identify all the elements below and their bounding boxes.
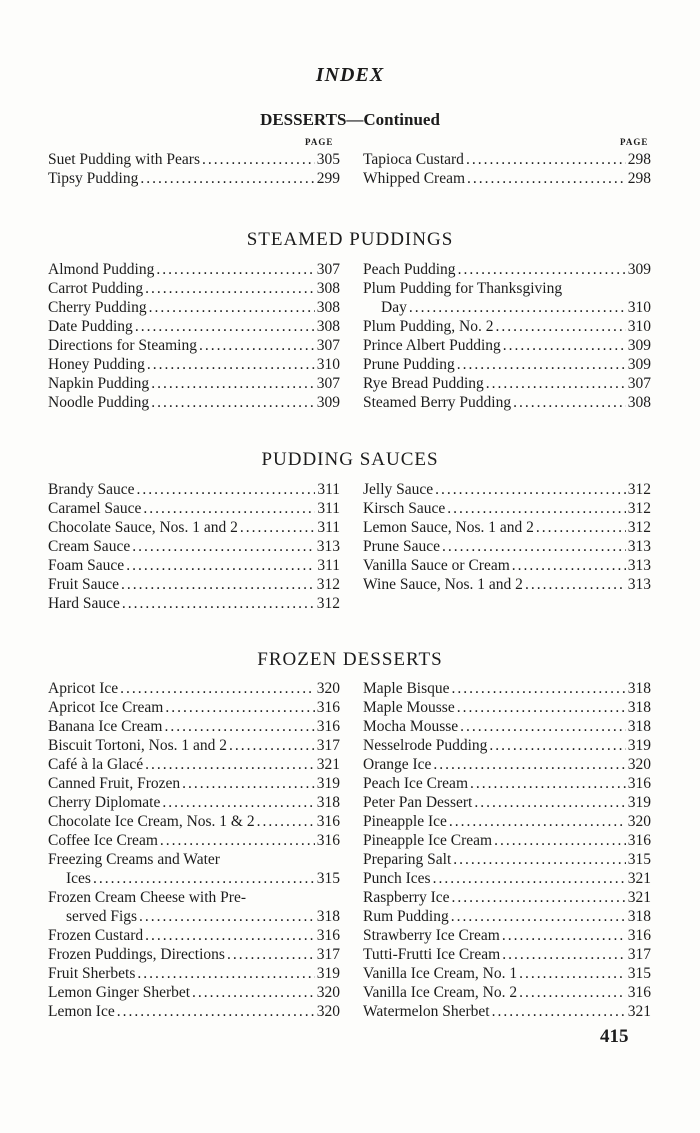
- entry-page: 321: [316, 756, 340, 773]
- index-entry: [48, 556, 340, 575]
- index-entry: [48, 983, 340, 1002]
- entry-page: 312: [316, 576, 340, 593]
- leader-dots: [536, 518, 626, 537]
- entry-page: 321: [627, 870, 651, 887]
- entry-page: 320: [627, 756, 651, 773]
- entry-page: 307: [316, 375, 340, 392]
- entry-page: 312: [627, 519, 651, 536]
- index-entry: [363, 869, 651, 888]
- index-entry: [363, 736, 651, 755]
- entry-name: Hard Sauce: [48, 595, 120, 612]
- index-entry: [363, 480, 651, 499]
- leader-dots: [435, 480, 626, 499]
- index-entry: [363, 499, 651, 518]
- index-entry: [363, 537, 651, 556]
- entry-page: 316: [627, 984, 651, 1001]
- index-entry: [363, 575, 651, 594]
- entry-name: Maple Bisque: [363, 680, 450, 697]
- index-entry: [48, 169, 340, 188]
- entry-page: 307: [627, 375, 651, 392]
- entry-name: Tapioca Custard: [363, 151, 464, 168]
- entry-page: 309: [316, 394, 340, 411]
- leader-dots: [458, 260, 626, 279]
- entry-name: Café à la Glacé: [48, 756, 144, 773]
- leader-dots: [502, 926, 626, 945]
- index-entry: [48, 812, 340, 831]
- entry-name: Honey Pudding: [48, 356, 145, 373]
- pudding-sauces-right-column: [363, 480, 651, 594]
- index-entry: [48, 374, 340, 393]
- entry-name: Vanilla Ice Cream, No. 1: [363, 965, 518, 982]
- index-entry: [363, 888, 651, 907]
- leader-dots: [151, 374, 315, 393]
- entry-page: 313: [627, 576, 651, 593]
- entry-name: Peach Ice Cream: [363, 775, 468, 792]
- entry-name: Rum Pudding: [363, 908, 449, 925]
- index-entry: [48, 774, 340, 793]
- entry-page: 315: [627, 965, 651, 982]
- entry-page: 307: [316, 261, 340, 278]
- leader-dots: [165, 698, 314, 717]
- leader-dots: [162, 793, 314, 812]
- index-entry: [48, 945, 340, 964]
- index-entry: [363, 983, 651, 1002]
- leader-dots: [460, 717, 626, 736]
- entry-name: Vanilla Ice Cream, No. 2: [363, 984, 518, 1001]
- leader-dots: [433, 755, 625, 774]
- leader-dots: [257, 812, 315, 831]
- entry-name: Rye Bread Pudding: [363, 375, 484, 392]
- entry-page: 313: [627, 538, 651, 555]
- entry-name: Tutti-Frutti Ice Cream: [363, 946, 501, 963]
- section-subtitle: DESSERTS—Continued: [260, 110, 440, 129]
- entry-name: Orange Ice: [363, 756, 432, 773]
- entry-name: Day: [381, 299, 407, 316]
- leader-dots: [519, 964, 626, 983]
- entry-page: 316: [316, 718, 340, 735]
- leader-dots: [525, 575, 626, 594]
- entry-name: Apricot Ice Cream: [48, 699, 164, 716]
- entry-name: Punch Ices: [363, 870, 431, 887]
- index-entry: [48, 907, 340, 926]
- entry-name: Pineapple Ice: [363, 813, 447, 830]
- index-entry: [363, 945, 651, 964]
- entry-page: 305: [316, 151, 340, 168]
- index-entry: [48, 480, 340, 499]
- index-entry: [48, 1002, 340, 1021]
- entry-name: Whipped Cream: [363, 170, 466, 187]
- index-entry: [48, 317, 340, 336]
- entry-name: Wine Sauce, Nos. 1 and 2: [363, 576, 523, 593]
- entry-name: Directions for Steaming: [48, 337, 197, 354]
- entry-page: 320: [316, 680, 340, 697]
- index-entry: [363, 907, 651, 926]
- entry-page: 316: [316, 699, 340, 716]
- index-entry: [363, 393, 651, 412]
- entry-page: 321: [627, 1003, 651, 1020]
- pudding-sauces-left-column: [48, 480, 340, 613]
- entry-page: 299: [316, 170, 340, 187]
- leader-dots: [151, 393, 315, 412]
- entry-page: 318: [627, 718, 651, 735]
- index-entry: [48, 518, 340, 537]
- pudding-sauces-heading: PUDDING SAUCES: [261, 449, 439, 470]
- entry-page: 315: [316, 870, 340, 887]
- page-number: 415: [600, 1026, 629, 1047]
- entry-name: Frozen Cream Cheese with Pre-: [48, 889, 246, 906]
- leader-dots: [149, 298, 315, 317]
- leader-dots: [486, 374, 626, 393]
- index-entry: [48, 575, 340, 594]
- entry-name: Date Pudding: [48, 318, 133, 335]
- leader-dots: [502, 945, 626, 964]
- leader-dots: [145, 279, 315, 298]
- index-entry: [48, 594, 340, 613]
- leader-dots: [240, 518, 315, 537]
- leader-dots: [513, 393, 626, 412]
- entry-name: Prune Pudding: [363, 356, 455, 373]
- entry-name: Caramel Sauce: [48, 500, 142, 517]
- index-entry: [363, 831, 651, 850]
- leader-dots: [137, 964, 314, 983]
- leader-dots: [199, 336, 315, 355]
- index-entry: [363, 850, 651, 869]
- entry-name: Watermelon Sherbet: [363, 1003, 490, 1020]
- leader-dots: [447, 499, 626, 518]
- entry-name: Raspberry Ice: [363, 889, 450, 906]
- entry-name: Prune Sauce: [363, 538, 441, 555]
- entry-name: Frozen Puddings, Directions: [48, 946, 225, 963]
- entry-name: Foam Sauce: [48, 557, 125, 574]
- entry-page: 312: [627, 500, 651, 517]
- entry-page: 308: [316, 318, 340, 335]
- index-entry: [48, 869, 340, 888]
- leader-dots: [433, 869, 626, 888]
- entry-page: 317: [627, 946, 651, 963]
- leader-dots: [147, 355, 315, 374]
- index-entry: [363, 964, 651, 983]
- leader-dots: [442, 537, 626, 556]
- entry-page: 319: [627, 737, 651, 754]
- index-entry: [48, 717, 340, 736]
- index-entry: [48, 393, 340, 412]
- entry-name: Plum Pudding, No. 2: [363, 318, 494, 335]
- leader-dots: [470, 774, 626, 793]
- leader-dots: [182, 774, 315, 793]
- index-entry: [363, 336, 651, 355]
- entry-name: Cherry Pudding: [48, 299, 147, 316]
- leader-dots: [117, 1002, 315, 1021]
- entry-name: Vanilla Sauce or Cream: [363, 557, 510, 574]
- entry-page: 313: [316, 538, 340, 555]
- frozen-desserts-heading: FROZEN DESSERTS: [257, 649, 443, 670]
- entry-name: Jelly Sauce: [363, 481, 434, 498]
- entry-page: 318: [627, 680, 651, 697]
- index-entry: [48, 537, 340, 556]
- leader-dots: [143, 499, 315, 518]
- entry-page: 318: [627, 908, 651, 925]
- entry-name: Carrot Pudding: [48, 280, 144, 297]
- leader-dots: [202, 150, 315, 169]
- entry-page: 308: [316, 299, 340, 316]
- leader-dots: [495, 317, 625, 336]
- entry-page: 316: [627, 927, 651, 944]
- leader-dots: [122, 594, 315, 613]
- page-column-label-right: PAGE: [620, 137, 649, 147]
- entry-name: Noodle Pudding: [48, 394, 150, 411]
- entry-page: 311: [317, 519, 340, 536]
- index-entry: [48, 679, 340, 698]
- leader-dots: [93, 869, 315, 888]
- entry-name: Preparing Salt: [363, 851, 452, 868]
- index-entry: [363, 260, 651, 279]
- index-entry: [363, 793, 651, 812]
- index-entry: [48, 926, 340, 945]
- entry-page: 316: [316, 832, 340, 849]
- entry-name: Prince Albert Pudding: [363, 337, 501, 354]
- desserts-left-column: [48, 150, 340, 188]
- entry-page: 318: [316, 908, 340, 925]
- leader-dots: [135, 317, 315, 336]
- entry-name: Plum Pudding for Thanksgiving: [363, 280, 563, 297]
- index-entry: [48, 964, 340, 983]
- leader-dots: [512, 556, 626, 575]
- entry-name: Biscuit Tortoni, Nos. 1 and 2: [48, 737, 228, 754]
- index-entry: [363, 374, 651, 393]
- leader-dots: [137, 480, 316, 499]
- leader-dots: [227, 945, 315, 964]
- leader-dots: [139, 907, 315, 926]
- leader-dots: [145, 755, 315, 774]
- entry-name: Strawberry Ice Cream: [363, 927, 500, 944]
- entry-page: 316: [627, 775, 651, 792]
- leader-dots: [519, 983, 626, 1002]
- entry-page: 308: [316, 280, 340, 297]
- leader-dots: [449, 812, 626, 831]
- index-entry: [48, 793, 340, 812]
- index-entry: [48, 355, 340, 374]
- steamed-puddings-left-column: [48, 260, 340, 412]
- leader-dots: [466, 150, 626, 169]
- index-entry: [48, 755, 340, 774]
- entry-page: 311: [317, 557, 340, 574]
- leader-dots: [457, 698, 626, 717]
- entry-name: Lemon Sauce, Nos. 1 and 2: [363, 519, 534, 536]
- index-entry: [48, 850, 340, 869]
- entry-page: 310: [316, 356, 340, 373]
- entry-name: Suet Pudding with Pears: [48, 151, 200, 168]
- leader-dots: [452, 888, 626, 907]
- entry-page: 317: [316, 946, 340, 963]
- index-entry: [363, 355, 651, 374]
- entry-name: Pineapple Ice Cream: [363, 832, 493, 849]
- index-entry: [48, 736, 340, 755]
- entry-page: 311: [317, 481, 340, 498]
- entry-name: Fruit Sauce: [48, 576, 120, 593]
- index-entry: [363, 317, 651, 336]
- entry-name: Almond Pudding: [48, 261, 155, 278]
- leader-dots: [451, 907, 626, 926]
- index-entry: [48, 336, 340, 355]
- entry-name: Canned Fruit, Frozen: [48, 775, 181, 792]
- leader-dots: [192, 983, 315, 1002]
- entry-page: 316: [316, 813, 340, 830]
- entry-name: Chocolate Ice Cream, Nos. 1 & 2: [48, 813, 255, 830]
- index-entry: [363, 1002, 651, 1021]
- entry-page: 321: [627, 889, 651, 906]
- entry-name: Coffee Ice Cream: [48, 832, 158, 849]
- index-entry: [363, 150, 651, 169]
- entry-page: 318: [316, 794, 340, 811]
- entry-name: Frozen Custard: [48, 927, 144, 944]
- entry-name: Steamed Berry Pudding: [363, 394, 512, 411]
- entry-name: Napkin Pudding: [48, 375, 150, 392]
- index-entry: [363, 556, 651, 575]
- entry-name: Lemon Ice: [48, 1003, 115, 1020]
- entry-page: 308: [627, 394, 651, 411]
- index-entry: [48, 831, 340, 850]
- entry-page: 313: [627, 557, 651, 574]
- entry-name: Ices: [66, 870, 91, 887]
- index-entry: [48, 499, 340, 518]
- leader-dots: [132, 537, 315, 556]
- index-entry: [363, 298, 651, 317]
- entry-name: Cream Sauce: [48, 538, 131, 555]
- steamed-puddings-right-column: [363, 260, 651, 412]
- index-entry: [363, 698, 651, 717]
- entry-page: 312: [316, 595, 340, 612]
- entry-page: 315: [627, 851, 651, 868]
- desserts-right-column: [363, 150, 651, 188]
- entry-name: Apricot Ice: [48, 680, 119, 697]
- entry-page: 318: [627, 699, 651, 716]
- leader-dots: [156, 260, 314, 279]
- index-entry: [363, 755, 651, 774]
- entry-name: Tipsy Pudding: [48, 170, 139, 187]
- entry-page: 309: [627, 337, 651, 354]
- entry-page: 298: [627, 151, 651, 168]
- entry-name: Mocha Mousse: [363, 718, 459, 735]
- entry-page: 310: [627, 299, 651, 316]
- entry-page: 309: [627, 261, 651, 278]
- index-entry: [363, 169, 651, 188]
- entry-page: 307: [316, 337, 340, 354]
- index-entry: [363, 279, 651, 298]
- entry-page: 320: [316, 984, 340, 1001]
- index-entry: [363, 774, 651, 793]
- entry-page: 319: [316, 775, 340, 792]
- entry-name: Cherry Diplomate: [48, 794, 161, 811]
- index-entry: [48, 150, 340, 169]
- page-column-label-left: PAGE: [305, 137, 334, 147]
- leader-dots: [409, 298, 626, 317]
- index-entry: [48, 298, 340, 317]
- leader-dots: [474, 793, 625, 812]
- entry-page: 319: [627, 794, 651, 811]
- entry-page: 309: [627, 356, 651, 373]
- entry-page: 319: [316, 965, 340, 982]
- index-entry: [363, 812, 651, 831]
- leader-dots: [160, 831, 315, 850]
- leader-dots: [126, 556, 315, 575]
- leader-dots: [229, 736, 315, 755]
- entry-name: Fruit Sherbets: [48, 965, 136, 982]
- entry-name: Maple Mousse: [363, 699, 455, 716]
- leader-dots: [120, 679, 315, 698]
- entry-name: Chocolate Sauce, Nos. 1 and 2: [48, 519, 238, 536]
- leader-dots: [145, 926, 315, 945]
- entry-page: 298: [627, 170, 651, 187]
- entry-name: Peter Pan Dessert: [363, 794, 473, 811]
- entry-name: Banana Ice Cream: [48, 718, 163, 735]
- index-entry: [363, 926, 651, 945]
- entry-name: Peach Pudding: [363, 261, 456, 278]
- entry-page: 320: [627, 813, 651, 830]
- entry-page: 317: [316, 737, 340, 754]
- entry-page: 312: [627, 481, 651, 498]
- leader-dots: [121, 575, 315, 594]
- leader-dots: [494, 831, 626, 850]
- leader-dots: [492, 1002, 626, 1021]
- entry-name: Freezing Creams and Water: [48, 851, 220, 868]
- frozen-desserts-right-column: [363, 679, 651, 1021]
- leader-dots: [453, 850, 626, 869]
- index-entry: [48, 279, 340, 298]
- entry-name: Kirsch Sauce: [363, 500, 446, 517]
- entry-name: Lemon Ginger Sherbet: [48, 984, 191, 1001]
- page-title: INDEX: [315, 64, 385, 86]
- entry-name: Nesselrode Pudding: [363, 737, 488, 754]
- entry-page: 320: [316, 1003, 340, 1020]
- leader-dots: [489, 736, 625, 755]
- entry-name: served Figs: [66, 908, 138, 925]
- frozen-desserts-left-column: [48, 679, 340, 1021]
- entry-page: 310: [627, 318, 651, 335]
- entry-page: 311: [317, 500, 340, 517]
- leader-dots: [467, 169, 626, 188]
- entry-page: 316: [316, 927, 340, 944]
- index-entry: [48, 260, 340, 279]
- leader-dots: [503, 336, 626, 355]
- leader-dots: [140, 169, 314, 188]
- index-entry: [363, 518, 651, 537]
- index-entry: [48, 888, 340, 907]
- index-entry: [48, 698, 340, 717]
- index-entry: [363, 679, 651, 698]
- leader-dots: [452, 679, 626, 698]
- steamed-puddings-heading: STEAMED PUDDINGS: [246, 229, 454, 250]
- leader-dots: [457, 355, 626, 374]
- leader-dots: [164, 717, 314, 736]
- entry-name: Brandy Sauce: [48, 481, 135, 498]
- entry-page: 316: [627, 832, 651, 849]
- index-entry: [363, 717, 651, 736]
